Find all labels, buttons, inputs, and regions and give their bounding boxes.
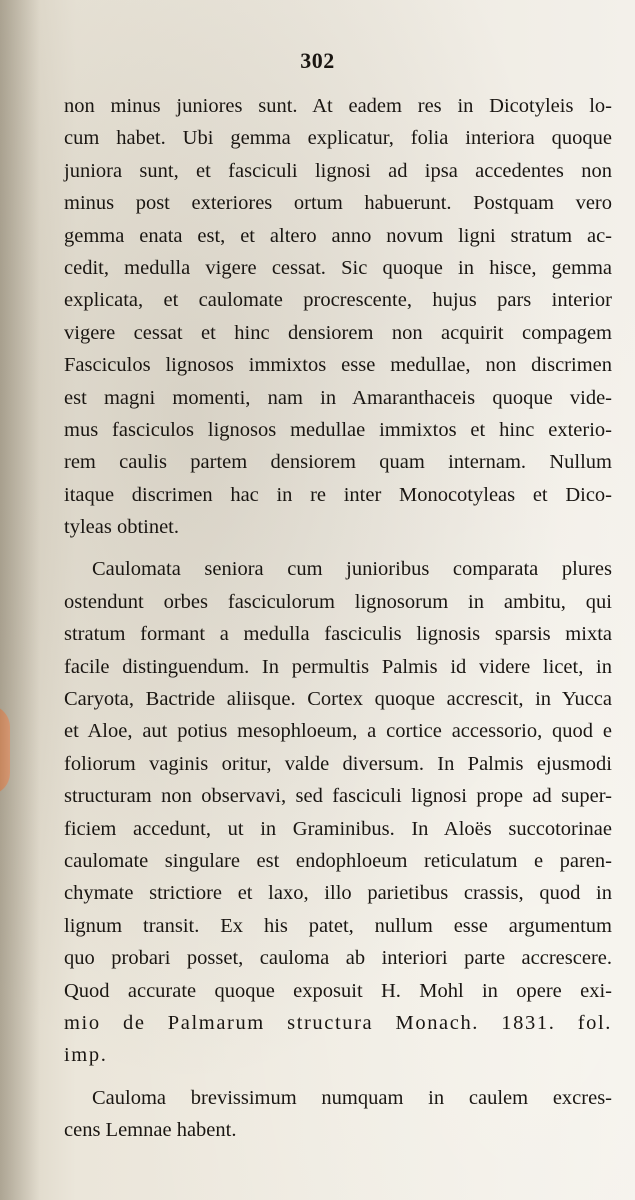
page-number: 302 xyxy=(300,48,335,73)
text-line: explicata, et caulomate procrescente, hujus pars interior xyxy=(64,289,612,312)
text-line: chymate strictiore et laxo, illo parietibus crassis, quod in xyxy=(64,882,612,905)
text-line: structuram non observavi, sed fasciculi lignosi prope ad super- xyxy=(64,785,612,808)
text-line: mus fasciculos lignosos medullae immixtos et hinc exterio- xyxy=(64,418,612,441)
text-line: juniora sunt, et fasciculi lignosi ad ipsa accedentes non xyxy=(64,159,612,182)
text-line: ostendunt orbes fasciculorum lignosorum in ambitu, qui xyxy=(64,590,612,613)
text-line: ficiem accedunt, ut in Graminibus. In Aloës succotorinae xyxy=(64,817,612,840)
text-line: rem caulis partem densiorem quam internam. Nullum xyxy=(64,451,612,474)
text-line: itaque discrimen hac in re inter Monocotyleas et Dico- xyxy=(64,483,612,506)
text-line: lignum transit. Ex his patet, nullum esse argumentum xyxy=(64,914,612,937)
body-text xyxy=(64,90,612,1147)
text-line: vigere cessat et hinc densiorem non acquirit compagem xyxy=(64,321,612,344)
text-line: et Aloe, aut potius mesophloeum, a cortice accessorio, quod e xyxy=(64,720,612,743)
text-line: Fasciculos lignosos immixtos esse medullae, non discrimen xyxy=(64,354,612,377)
text-line: cens Lemnae habent. xyxy=(64,1119,237,1142)
text-line: non minus juniores sunt. At eadem res in Dicotyleis lo- xyxy=(64,95,612,117)
text-line: gemma enata est, et altero anno novum ligni stratum ac- xyxy=(64,224,612,247)
paragraph xyxy=(64,1082,612,1147)
page-gutter-shadow xyxy=(0,0,40,1200)
text-line: caulomate singulare est endophloeum reticulatum e paren- xyxy=(64,849,612,872)
text-line: facile distinguendum. In permultis Palmis id videre licet, in xyxy=(64,655,612,678)
text-line: imp. xyxy=(64,1044,108,1067)
text-line: est magni momenti, nam in Amaranthaceis quoque vide- xyxy=(64,386,612,409)
text-line: Caulomata seniora cum junioribus comparata plures xyxy=(92,558,612,581)
text-line: Cauloma brevissimum numquam in caulem excres- xyxy=(92,1086,612,1109)
text-line: Quod accurate quoque exposuit H. Mohl in opere exi- xyxy=(64,979,612,1002)
text-line: foliorum vaginis oritur, valde diversum. In Palmis ejusmodi xyxy=(64,752,612,775)
text-line: cedit, medulla vigere cessat. Sic quoque in hisce, gemma xyxy=(64,256,612,279)
text-line: Caryota, Bactride aliisque. Cortex quoque accrescit, in Yucca xyxy=(64,688,612,711)
paragraph xyxy=(64,90,612,543)
text-line: quo probari posset, cauloma ab interiori parte accrescere. xyxy=(64,947,612,970)
text-line: mio de Palmarum structura Monach. 1831. fol. xyxy=(64,1011,612,1034)
text-line: tyleas obtinet. xyxy=(64,516,180,539)
text-line: stratum formant a medulla fasciculis lignosis sparsis mixta xyxy=(64,623,612,646)
paragraph xyxy=(64,553,612,1071)
text-line: cum habet. Ubi gemma explicatur, folia interiora quoque xyxy=(64,127,612,150)
text-line: minus post exteriores ortum habuerunt. Postquam vero xyxy=(64,192,612,215)
